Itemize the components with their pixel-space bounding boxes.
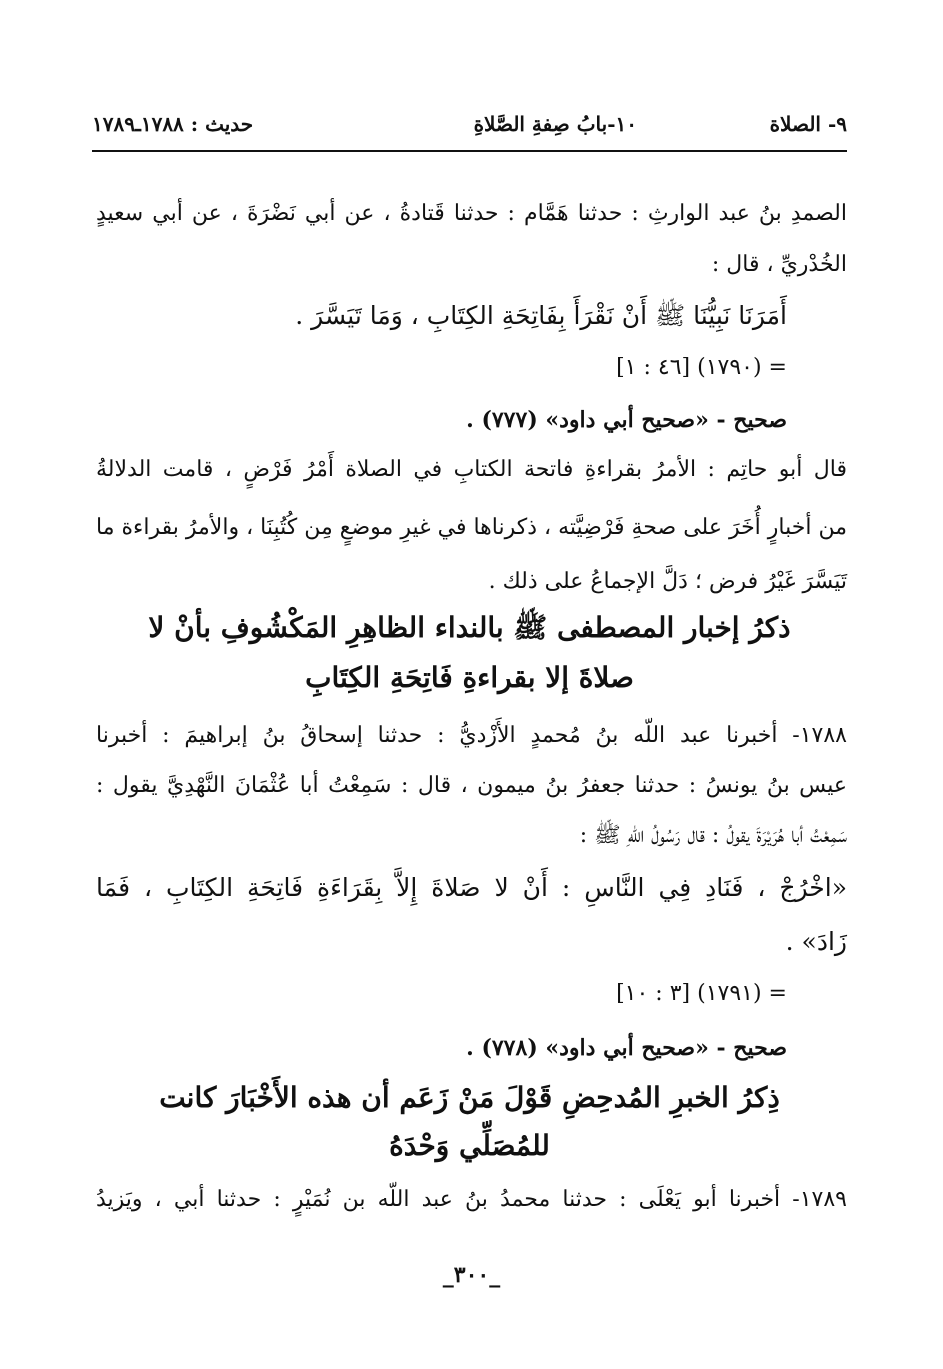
- isnad-line: سَمِعْتُ أبا هُرَيْرَةَ يقولُ : قال رَسُولُ اللّهِ ﷺ :: [579, 823, 847, 848]
- hadith-reference: = (١٧٩٠) [٤٦ : ١]: [616, 355, 787, 380]
- commentary-line: من أخبارٍ أُخَرَ على صحةِ فَرْضِيَّته ، ذكرناها في غيرِ موضعٍ مِن كُتُبِنَا ، والأمرُ بقراءة ما: [96, 515, 847, 540]
- chapter-heading: ذِكرُ الخبرِ المُدحِضِ قَوْلَ مَنْ زَعَم أن هذه الأَخْبَارَ كانت: [159, 1081, 780, 1114]
- chapter-heading: ذكرُ إخبار المصطفى ﷺ بالنداء الظاهِرِ المَكْشُوفِ بأنْ لا: [148, 611, 791, 644]
- commentary-line: قال أبو حاتِم : الأمرُ بقراءةِ فاتحة الكتابِ في الصلاة أَمْرُ فَرْضٍ ، قامت الدلالةُ: [96, 457, 847, 482]
- isnad-line: ١٧٨٩- أخبرنا أبو يَعْلَى : حدثنا محمدُ بنُ عبد اللّه بن نُمَيْرٍ : حدثنا أبي ، ويَزيدُ: [96, 1187, 847, 1212]
- running-header: [92, 112, 847, 146]
- chapter-heading: للمُصَلِّي وَحْدَهُ: [389, 1129, 550, 1162]
- isnad-line: ١٧٨٨- أخبرنا عبد اللّه بنُ مُحمدٍ الأَزْديُّ : حدثنا إسحاقُ بنُ إبراهيمَ : أخبرنا: [96, 723, 847, 748]
- isnad-line: عيس بنُ يونسُ : حدثنا جعفرُ بنُ ميمون ، قال : سَمِعْتُ أبا عُثْمَانَ النَّهْدِيَّ يقول :: [96, 773, 847, 798]
- text-line: الصمدِ بنُ عبد الوارثِ : حدثنا هَمَّام : حدثنا قَتادةُ ، عن أبي نَضْرَةَ ، عن أبي سعيدٍ: [96, 201, 847, 226]
- hadith-text: «اخْرُجْ ، فَنَادِ فِي النَّاسِ : أَنْ لا صَلاةَ إِلاَّ بِقَرَاءَةِ فَاتِحَةِ الكِتَابِ ، فَمَا: [96, 873, 847, 902]
- chapter-heading: صلاةَ إلا بقراءةِ فَاتِحَةِ الكِتَابِ: [305, 661, 634, 694]
- hadith-reference: = (١٧٩١) [٣ : ١٠]: [616, 981, 787, 1006]
- text-line: الخُدْريِّ ، قال :: [711, 252, 847, 277]
- hadith-text: زَادَ» .: [785, 927, 847, 956]
- hadith-text: أَمَرَنَا نَبِيُّنَا ﷺ أَنْ نَقْرَأَ بِفَاتِحَةِ الكِتَابِ ، وَمَا تَيَسَّرَ .: [295, 301, 787, 330]
- grading: صحيح - «صحيح أبي داود» (٧٧٨) .: [466, 1035, 787, 1061]
- header-rule: [92, 150, 847, 152]
- hadith-range: حديث : ١٧٨٨ـ١٧٨٩: [92, 112, 254, 136]
- page-number: _٣٠٠_: [442, 1262, 501, 1288]
- grading: صحيح - «صحيح أبي داود» (٧٧٧) .: [466, 407, 787, 433]
- section-title: ١٠-بابُ صِفةِ الصَّلاةِ: [473, 112, 637, 136]
- commentary-line: تَيَسَّرَ غَيْرُ فرض ؛ دَلَّ الإجماعُ على ذلك .: [488, 569, 847, 594]
- chapter-title: ٩- الصلاة: [769, 112, 847, 136]
